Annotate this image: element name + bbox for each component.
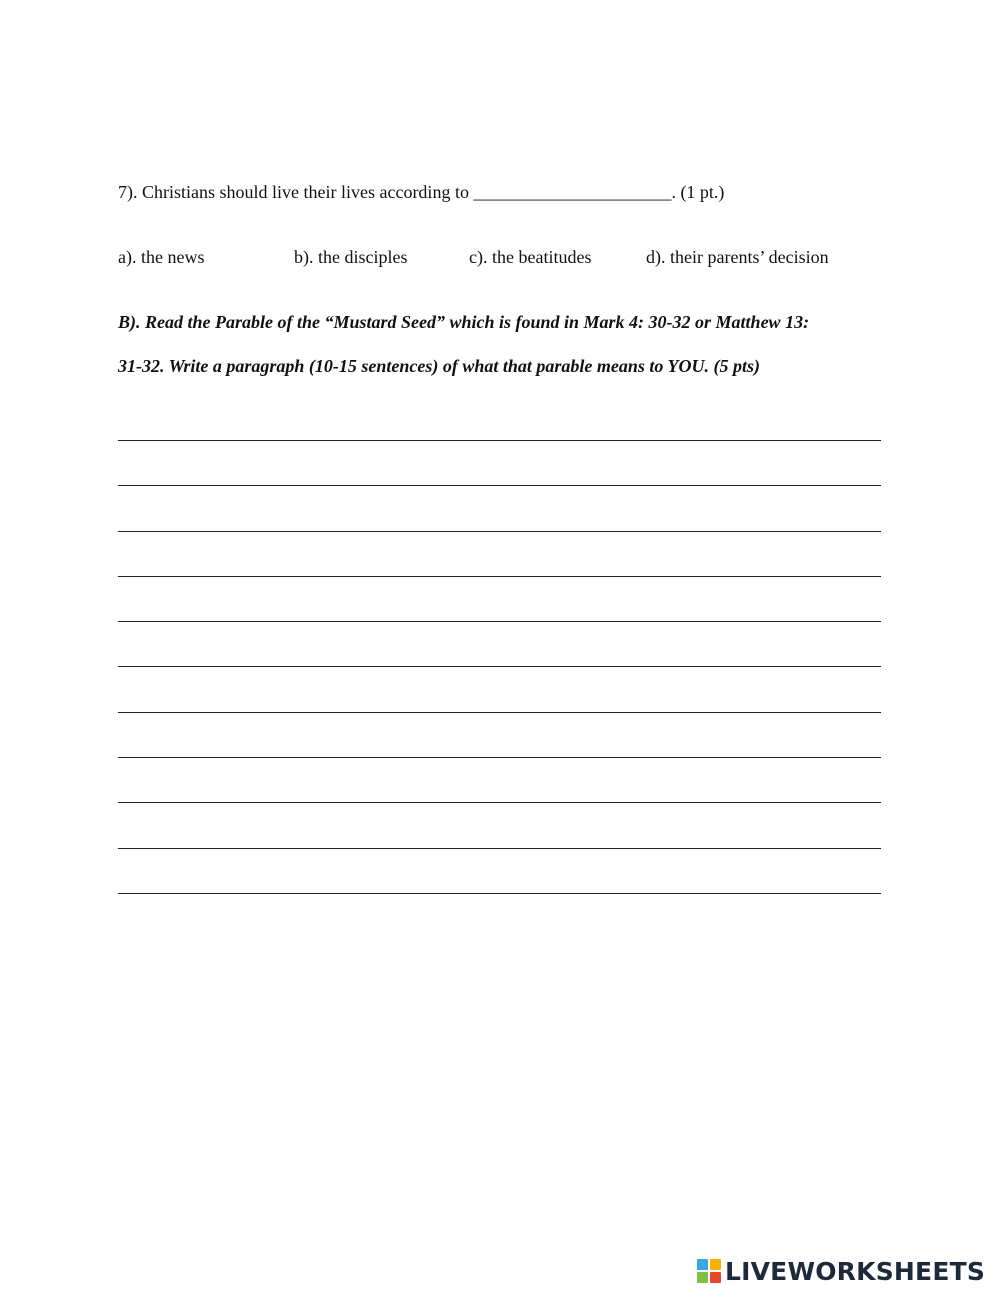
answer-line[interactable] — [118, 531, 881, 532]
option-b[interactable]: b). the disciples — [294, 247, 408, 267]
logo-square — [697, 1272, 708, 1283]
question-7-text: 7). Christians should live their lives according to ______________________. (1 pt.) — [118, 182, 725, 202]
logo-text: LIVEWORKSHEETS — [725, 1256, 986, 1286]
option-c[interactable]: c). the beatitudes — [469, 247, 592, 267]
answer-line[interactable] — [118, 621, 881, 622]
answer-line[interactable] — [118, 802, 881, 803]
liveworksheets-logo — [697, 1256, 985, 1286]
logo-square — [697, 1259, 708, 1270]
answer-line[interactable] — [118, 576, 881, 577]
answer-line[interactable] — [118, 666, 881, 667]
answer-line[interactable] — [118, 485, 881, 486]
liveworksheets-logo-icon — [697, 1259, 721, 1283]
answer-line[interactable] — [118, 893, 881, 894]
answer-line[interactable] — [118, 712, 881, 713]
answer-line[interactable] — [118, 848, 881, 849]
answer-lines[interactable] — [118, 440, 881, 938]
section-b-instruction-line-1: B). Read the Parable of the “Mustard Seed” which is found in Mark 4: 30-32 or Matthew 13: — [118, 312, 810, 332]
answer-line[interactable] — [118, 440, 881, 441]
logo-square — [710, 1272, 721, 1283]
option-a[interactable]: a). the news — [118, 247, 205, 267]
answer-line[interactable] — [118, 757, 881, 758]
section-b-instruction-line-2: 31-32. Write a paragraph (10-15 sentences) of what that parable means to YOU. (5 pts) — [118, 356, 761, 376]
option-d[interactable]: d). their parents’ decision — [646, 247, 829, 267]
logo-square — [710, 1259, 721, 1270]
